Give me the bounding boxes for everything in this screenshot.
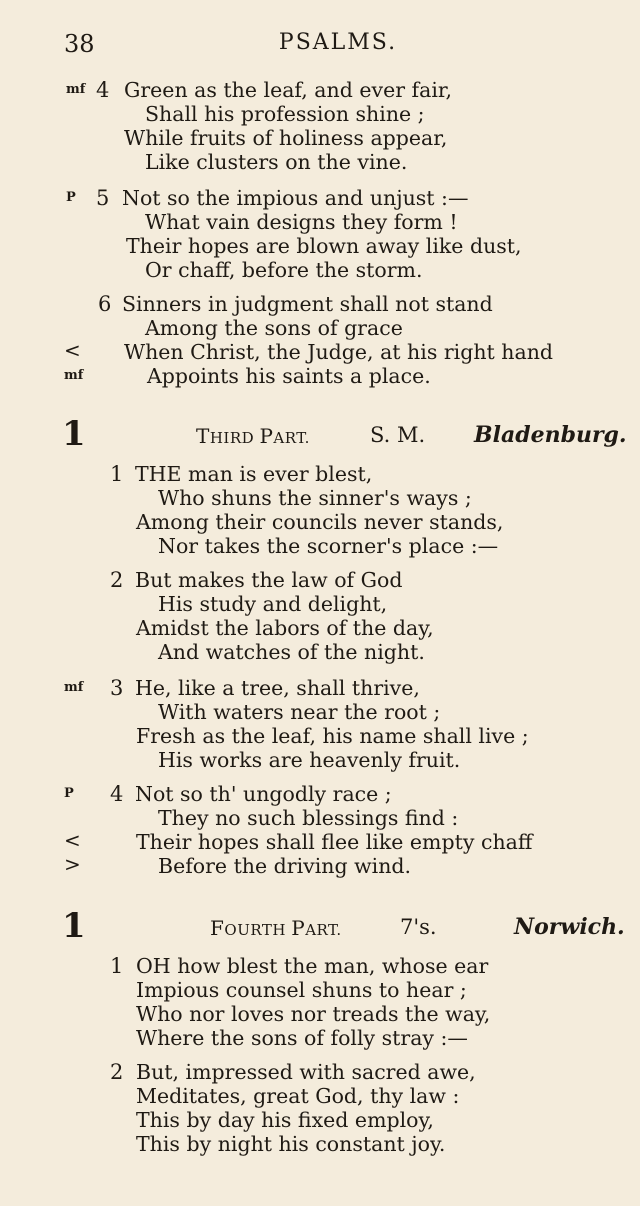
stanza-number: 4	[110, 782, 124, 806]
psalm-number: 1	[62, 414, 86, 454]
meter: 7's.	[400, 915, 437, 939]
verse-line: Amidst the labors of the day,	[136, 616, 434, 640]
verse-line: Their hopes are blown away like dust,	[126, 234, 522, 258]
verse-line: When Christ, the Judge, at his right hand	[124, 340, 554, 364]
verse-line: Nor takes the scorner's place :—	[158, 534, 499, 558]
verse-line: Not so th' ungodly race ;	[135, 782, 392, 806]
verse-line: Or chaff, before the storm.	[145, 258, 423, 282]
verse-line: Among the sons of grace	[145, 316, 403, 340]
verse-line: This by day his fixed employ,	[136, 1108, 434, 1132]
diminuendo-mark: >	[64, 852, 81, 876]
verse-line: Their hopes shall flee like empty chaff	[136, 830, 533, 854]
part-label: FOURTH PART.	[210, 916, 342, 940]
verse-line: His works are heavenly fruit.	[158, 748, 461, 772]
stanza-number: 6	[98, 292, 112, 316]
meter: S. M.	[370, 423, 426, 447]
hymn-heading-fourth-part	[0, 906, 640, 946]
verse-line: Among their councils never stands,	[136, 510, 504, 534]
dynamic-mark: mf	[64, 680, 84, 695]
verse-line: Appoints his saints a place.	[147, 364, 431, 388]
verse-line: Impious counsel shuns to hear ;	[136, 978, 467, 1002]
verse-line: Who nor loves nor treads the way,	[136, 1002, 491, 1026]
verse-line: Shall his profession shine ;	[145, 102, 425, 126]
tune-name: Norwich.	[514, 914, 625, 940]
page-header	[64, 30, 612, 60]
verse-line: Who shuns the sinner's ways ;	[158, 486, 472, 510]
running-head: PSALMS.	[278, 30, 398, 55]
dynamic-mark: mf	[66, 82, 86, 97]
part-label: THIRD PART.	[196, 424, 310, 448]
stanza-number: 4	[96, 78, 110, 102]
verse-line: What vain designs they form !	[145, 210, 458, 234]
verse-line: While fruits of holiness appear,	[124, 126, 448, 150]
verse-line: With waters near the root ;	[158, 700, 441, 724]
verse-line: Before the driving wind.	[158, 854, 412, 878]
verse-line: Green as the leaf, and ever fair,	[124, 78, 452, 102]
stanza-number: 1	[110, 954, 124, 978]
stanza-number: 2	[110, 568, 124, 592]
crescendo-mark: <	[64, 828, 81, 852]
verse-line: OH how blest the man, whose ear	[136, 954, 489, 978]
verse-line: He, like a tree, shall thrive,	[135, 676, 420, 700]
verse-line: They no such blessings find :	[158, 806, 459, 830]
verse-line: Like clusters on the vine.	[145, 150, 408, 174]
crescendo-mark: <	[64, 338, 81, 362]
verse-line: And watches of the night.	[158, 640, 425, 664]
verse-line: Where the sons of folly stray :—	[136, 1026, 468, 1050]
verse-line: But, impressed with sacred awe,	[136, 1060, 476, 1084]
dynamic-mark: P	[66, 190, 76, 205]
verse-line: His study and delight,	[158, 592, 388, 616]
psalm-number: 1	[62, 906, 86, 946]
dynamic-mark: mf	[64, 368, 84, 383]
verse-line: This by night his constant joy.	[136, 1132, 446, 1156]
hymn-heading-third-part	[0, 414, 640, 454]
verse-line: Fresh as the leaf, his name shall live ;	[136, 724, 529, 748]
verse-line: Meditates, great God, thy law :	[136, 1084, 460, 1108]
verse-line: THE man is ever blest,	[135, 462, 373, 486]
stanza-number: 3	[110, 676, 124, 700]
page-number: 38	[64, 30, 95, 58]
stanza-number: 5	[96, 186, 110, 210]
verse-line: Not so the impious and unjust :—	[122, 186, 469, 210]
stanza-number: 1	[110, 462, 124, 486]
dynamic-mark: P	[64, 786, 74, 801]
verse-line: Sinners in judgment shall not stand	[122, 292, 493, 316]
verse-line: But makes the law of God	[135, 568, 403, 592]
tune-name: Bladenburg.	[474, 422, 627, 448]
stanza-number: 2	[110, 1060, 124, 1084]
